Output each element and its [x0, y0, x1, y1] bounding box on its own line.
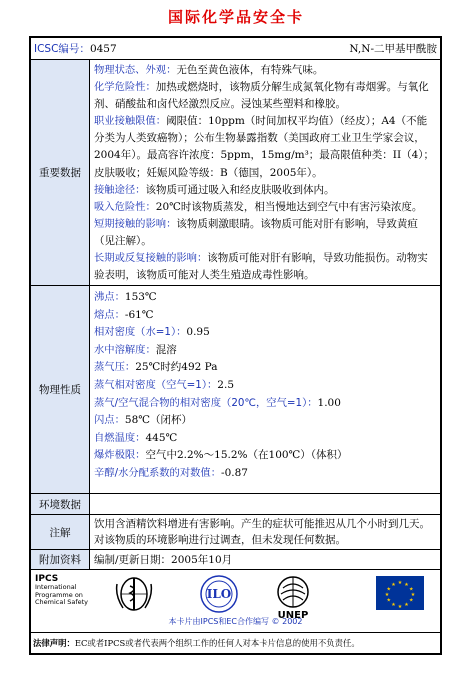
important-data-label: 重要数据: [31, 60, 90, 285]
svg-text:★: ★: [408, 597, 414, 604]
environment-row: [31, 493, 440, 514]
svg-text:★: ★: [391, 581, 396, 588]
additional-row: [31, 549, 440, 569]
physical-properties-label: 物理性质: [31, 286, 90, 493]
id-row: [31, 38, 440, 59]
logos-row: [31, 569, 440, 632]
safety-card: [29, 36, 442, 655]
icsc-value: 0457: [89, 43, 117, 55]
svg-text:★: ★: [410, 592, 416, 598]
relative-density: 相对密度（水=1）：0.95: [94, 326, 210, 339]
physical-properties-content: [91, 286, 440, 493]
environment-label: 环境数据: [31, 494, 90, 514]
vapour-air-density: 蒸气/空气混合物的相对密度（20℃，空气=1）：1.00: [94, 396, 341, 409]
physical-state: 物理状态、外观：无色至黄色液体，有特殊气味。: [94, 64, 324, 76]
additional-label: 附加资料: [31, 550, 90, 569]
notes-row: [31, 514, 440, 549]
boiling-point: 沸点：153℃: [94, 291, 157, 303]
logos-caption: 本卡片由IPCS和EC合作编写 © 2002: [168, 617, 303, 626]
vapour-pressure: 蒸气压：25℃时约492 Pa: [94, 361, 218, 374]
notes-content: 饮用含酒精饮料增进有害影响。产生的症状可能推迟从几个小时到几天。对该物质的环境影响进行过调查，但未发现任何数据。: [94, 518, 430, 546]
icsc-number: [34, 41, 117, 56]
environment-content: [91, 494, 440, 514]
long-term-effects: 长期或反复接触的影响：该物质可能对肝有影响，导致功能损伤。动物实验表明，该物质可能对人类生殖造成毒性影响。: [94, 252, 428, 282]
svg-text:★: ★: [391, 602, 396, 609]
inhalation-hazard: 吸入危险性：20℃时该物质蒸发，相当慢地达到空气中有害污染浓度。: [94, 200, 423, 213]
additional-content: 编制/更新日期：2005年10月: [94, 554, 233, 566]
important-data-content: [91, 60, 440, 285]
svg-text:★: ★: [408, 586, 414, 593]
exposure-route: 接触途径：该物质可通过吸入和经皮肤吸收到体内。: [94, 183, 335, 196]
svg-text:★: ★: [386, 597, 392, 604]
exposure-limits: 职业接触限值：阈限值：10ppm（时间加权平均值）（经皮）；A4（不能分类为人类致癌物）；公布生物暴露指数（美国政府工业卫生学家会议，2004年）。最高容许浓度：5ppm，15mg/m³；最高限值种类：II（4）；皮肤吸收；妊娠风险等级：B（德国，2005年）。: [94, 115, 435, 179]
notes-label: 注解: [31, 515, 90, 549]
partition-coefficient: 辛醇/水分配系数的对数值：-0.87: [94, 466, 248, 479]
svg-text:★: ★: [384, 592, 390, 598]
ipcs-logo: IPCS International Programme on Chemical Safety: [35, 574, 89, 606]
water-solubility: 水中溶解度：混溶: [94, 343, 177, 356]
chemical-danger: 化学危险性：加热或燃烧时，该物质分解生成氮氧化物有毒烟雾。与氧化剂、硝酸盐和卤代烃激烈反应。浸蚀某些塑料和橡胶。: [94, 81, 429, 111]
chemical-name: N,N-二甲基甲酰胺: [349, 43, 437, 55]
svg-text:★: ★: [404, 581, 409, 588]
melting-point: 熔点：-61℃: [94, 308, 154, 321]
explosive-limits: 爆炸极限：空气中2.2%～15.2%（在100℃）（体积）: [94, 449, 348, 462]
card-title: 国际化学品安全卡: [167, 8, 304, 26]
svg-text:★: ★: [386, 586, 392, 593]
unep-emblem-icon: [271, 574, 315, 610]
legal-row: [31, 632, 440, 653]
flash-point: 闪点：58℃（闭杯）: [94, 414, 192, 427]
icsc-label: ICSC编号：: [34, 43, 90, 55]
autoignition-temperature: 自燃温度：445℃: [94, 431, 178, 444]
physical-properties-row: [31, 285, 440, 493]
svg-text:★: ★: [397, 580, 403, 586]
svg-text:★: ★: [397, 604, 403, 610]
eu-flag-icon: [376, 576, 424, 610]
short-term-effects: 短期接触的影响：该物质刺激眼睛。该物质可能对肝有影响，导致黄疸（见注解）。: [94, 217, 418, 247]
unep-logo: UNEP: [271, 574, 315, 622]
ilo-logo: ILO: [199, 574, 239, 614]
logos-area: [31, 570, 440, 632]
vapour-density: 蒸气相对密度（空气=1）：2.5: [94, 378, 234, 391]
svg-text:★: ★: [404, 602, 409, 609]
legal-statement: 法律声明： EC或者IPCS或者代表两个组织工作的任何人对本卡片信息的使用不负责任。: [33, 638, 360, 648]
important-data-row: [31, 59, 440, 285]
who-emblem-icon: [113, 574, 155, 614]
